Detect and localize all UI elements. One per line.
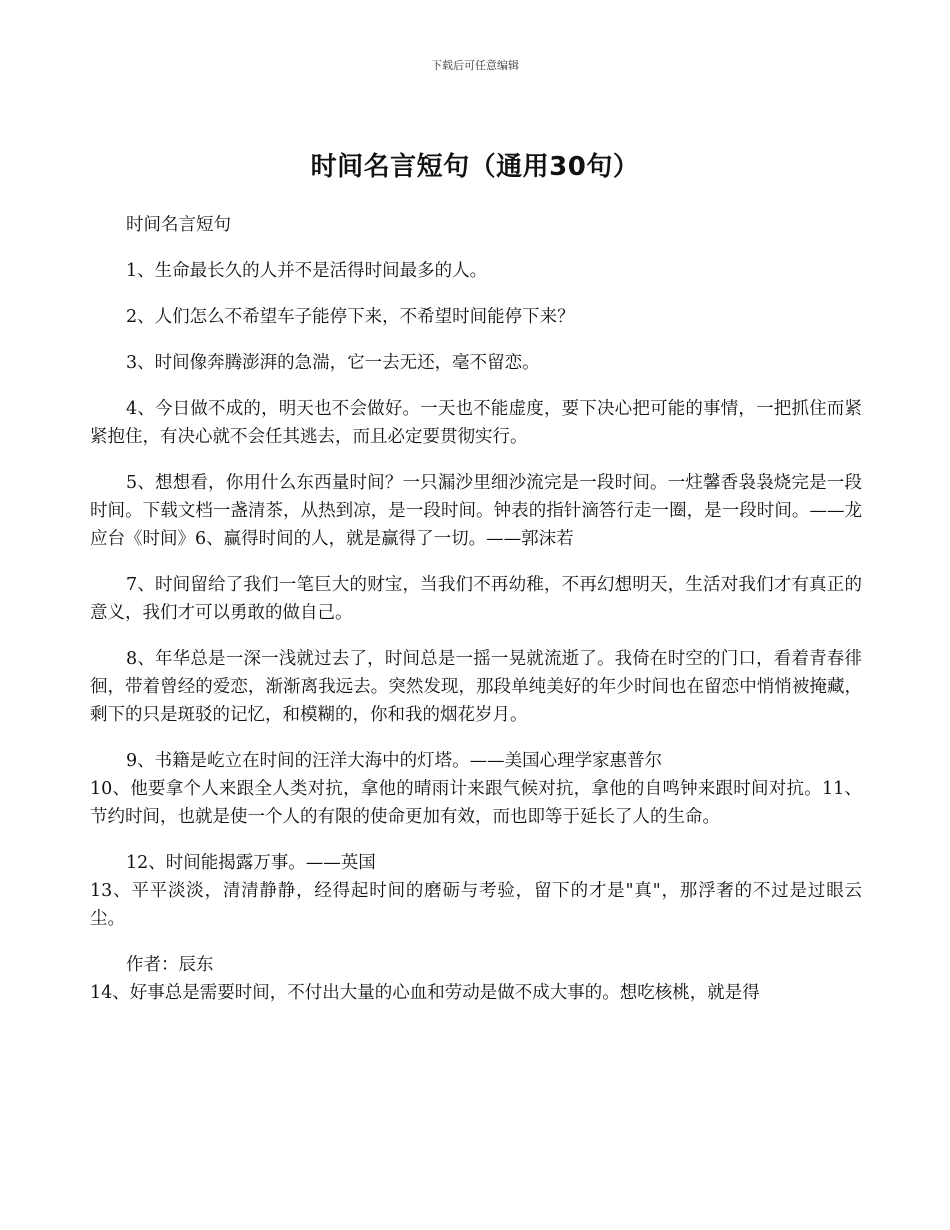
page-header-note: 下载后可任意编辑 [431, 59, 519, 72]
quote-12: 12、时间能揭露万事。——英国 [126, 853, 376, 873]
quote-4: 4、今日做不成的，明天也不会做好。一天也不能虚度，要下决心把可能的事情，一把抓住而紧紧抱住，有决心就不会任其逃去，而且必定要贯彻实行。 [90, 399, 862, 447]
quote-5-6: 5、想想看，你用什么东西量时间？一只漏沙里细沙流完是一段时间。一炷馨香袅袅烧完是一段时间。下载文档一盏清茶，从热到凉，是一段时间。钟表的指针滴答行走一圈，是一段时间。——龙应台《时间》6、赢得时间的人，就是赢得了一切。——郭沫若 [90, 473, 862, 549]
quote-14: 14、好事总是需要时间，不付出大量的心血和劳动是做不成大事的。想吃核桃，就是得 [90, 983, 760, 1003]
quote-8: 8、年华总是一深一浅就过去了，时间总是一摇一晃就流逝了。我倚在时空的门口，看着青春徘徊，带着曾经的爱恋，渐渐离我远去。突然发现，那段单纯美好的年少时间也在留恋中悄悄被掩藏，剩下的只是斑驳的记忆，和模糊的，你和我的烟花岁月。 [90, 649, 862, 725]
paragraph-subtitle: 时间名言短句 [126, 215, 231, 235]
quote-2: 2、人们怎么不希望车子能停下来，不希望时间能停下来？ [126, 307, 575, 327]
quote-9: 9、书籍是屹立在时间的汪洋大海中的灯塔。——美国心理学家惠普尔 [126, 751, 663, 771]
quote-7: 7、时间留给了我们一笔巨大的财宝，当我们不再幼稚，不再幻想明天，生活对我们才有真正的意义，我们才可以勇敢的做自己。 [90, 575, 862, 623]
quote-author: 作者：辰东 [126, 955, 214, 975]
quote-13: 13、平平淡淡，清清静静，经得起时间的磨砺与考验，留下的才是"真"，那浮奢的不过是过眼云尘。 [90, 881, 862, 929]
document-title: 时间名言短句（通用30句） [310, 152, 640, 182]
quote-10-11: 10、他要拿个人来跟全人类对抗，拿他的晴雨计来跟气候对抗，拿他的自鸣钟来跟时间对抗。11、节约时间，也就是使一个人的有限的使命更加有效，而也即等于延长了人的生命。 [90, 779, 862, 827]
quote-3: 3、时间像奔腾澎湃的急湍，它一去无还，毫不留恋。 [126, 353, 540, 373]
document-body [90, 211, 862, 1025]
quote-1: 1、生命最长久的人并不是活得时间最多的人。 [126, 261, 488, 281]
